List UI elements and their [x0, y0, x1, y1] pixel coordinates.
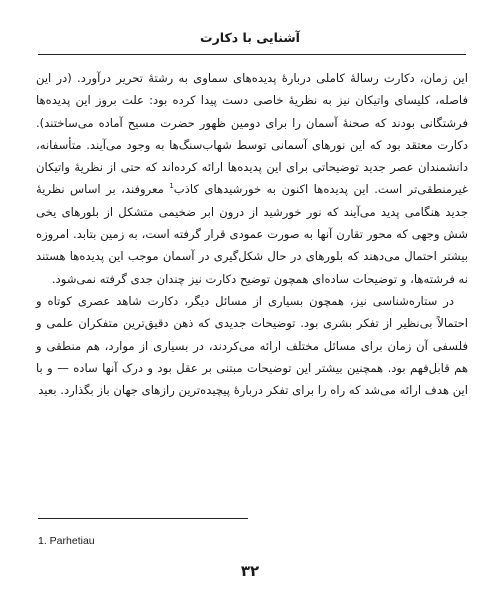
footnote-rule: [38, 518, 248, 519]
paragraph-1: [36, 67, 468, 290]
body-text: [36, 67, 468, 401]
paragraph-1-continued: معروفند، بر اساس نظریهٔ جدید هنگامی پدید می‌آیند که نور خورشید از درون ابر ضخیمی متشکل از بلورهای یخی شش وجهی که محور تقارن آنها به صورت عمودی قرار گرفته است، به زمین بتابد. امروزه بیشتر احتمال می‌دهند که بلورهای در حال شکل‌گیری در آسمان موجب این پدیده‌ها هستند نه فرشته‌ها، و توضیحات ساده‌ای همچون توضیح دکارت نیز چندان جدی گرفته نمی‌شود.: [36, 182, 468, 286]
footnote-marker: 1: [169, 182, 174, 191]
paragraph-1-text: این زمان، دکارت رسالهٔ کاملی دربارهٔ پدیده‌های سماوی به رشتهٔ تحریر درآورد. (در این فاصله، کلیسای واتیکان نیز به نظریهٔ خاصی دست پیدا کرده بود: علت بروز این پدیده‌ها فرشتگانی بودند که صحنهٔ آسمان را برای دومین ظهور حضرت مسیح آماده می‌ساختند). دکارت معتقد بود که این نورهای آسمانی توسط شهاب‌سنگ‌ها به وجود می‌آیند. متأسفانه، دانشمندان عصر جدید توضیحاتی برای این پدیده‌ها ارائه کرده‌اند که حتی از نظریهٔ واتیکان غیرمنطقی‌تر است. این پدیده‌ها اکنون به خورشیدهای کاذب: [36, 71, 468, 197]
footnote: 1. Parhetiau: [38, 535, 95, 547]
header-rule: [38, 54, 466, 55]
running-head: آشنایی با دکارت: [200, 30, 300, 45]
paragraph-2: در ستاره‌شناسی نیز، همچون بسیاری از مسائل دیگر، دکارت شاهد عصری کوتاه و احتمالاً بی‌نظیر از تفکر بشری بود. توضیحات جدیدی که ذهن دقیق‌ترین متفکران علمی و فلسفی آن زمان برای مسائل مختلف ارائه می‌کردند، در بسیاری از موارد، هم منطقی و هم قابل‌فهم بود. همچنین بیشتر این توضیحات مبتنی بر عقل بود و درک آنها ساده — و با این هدف ارائه می‌شد که راه را برای تفکر دربارهٔ پیچیده‌ترین رازهای جهان باز بگذارد. بعید: [36, 293, 468, 398]
page-number: ۳۲: [240, 562, 260, 580]
